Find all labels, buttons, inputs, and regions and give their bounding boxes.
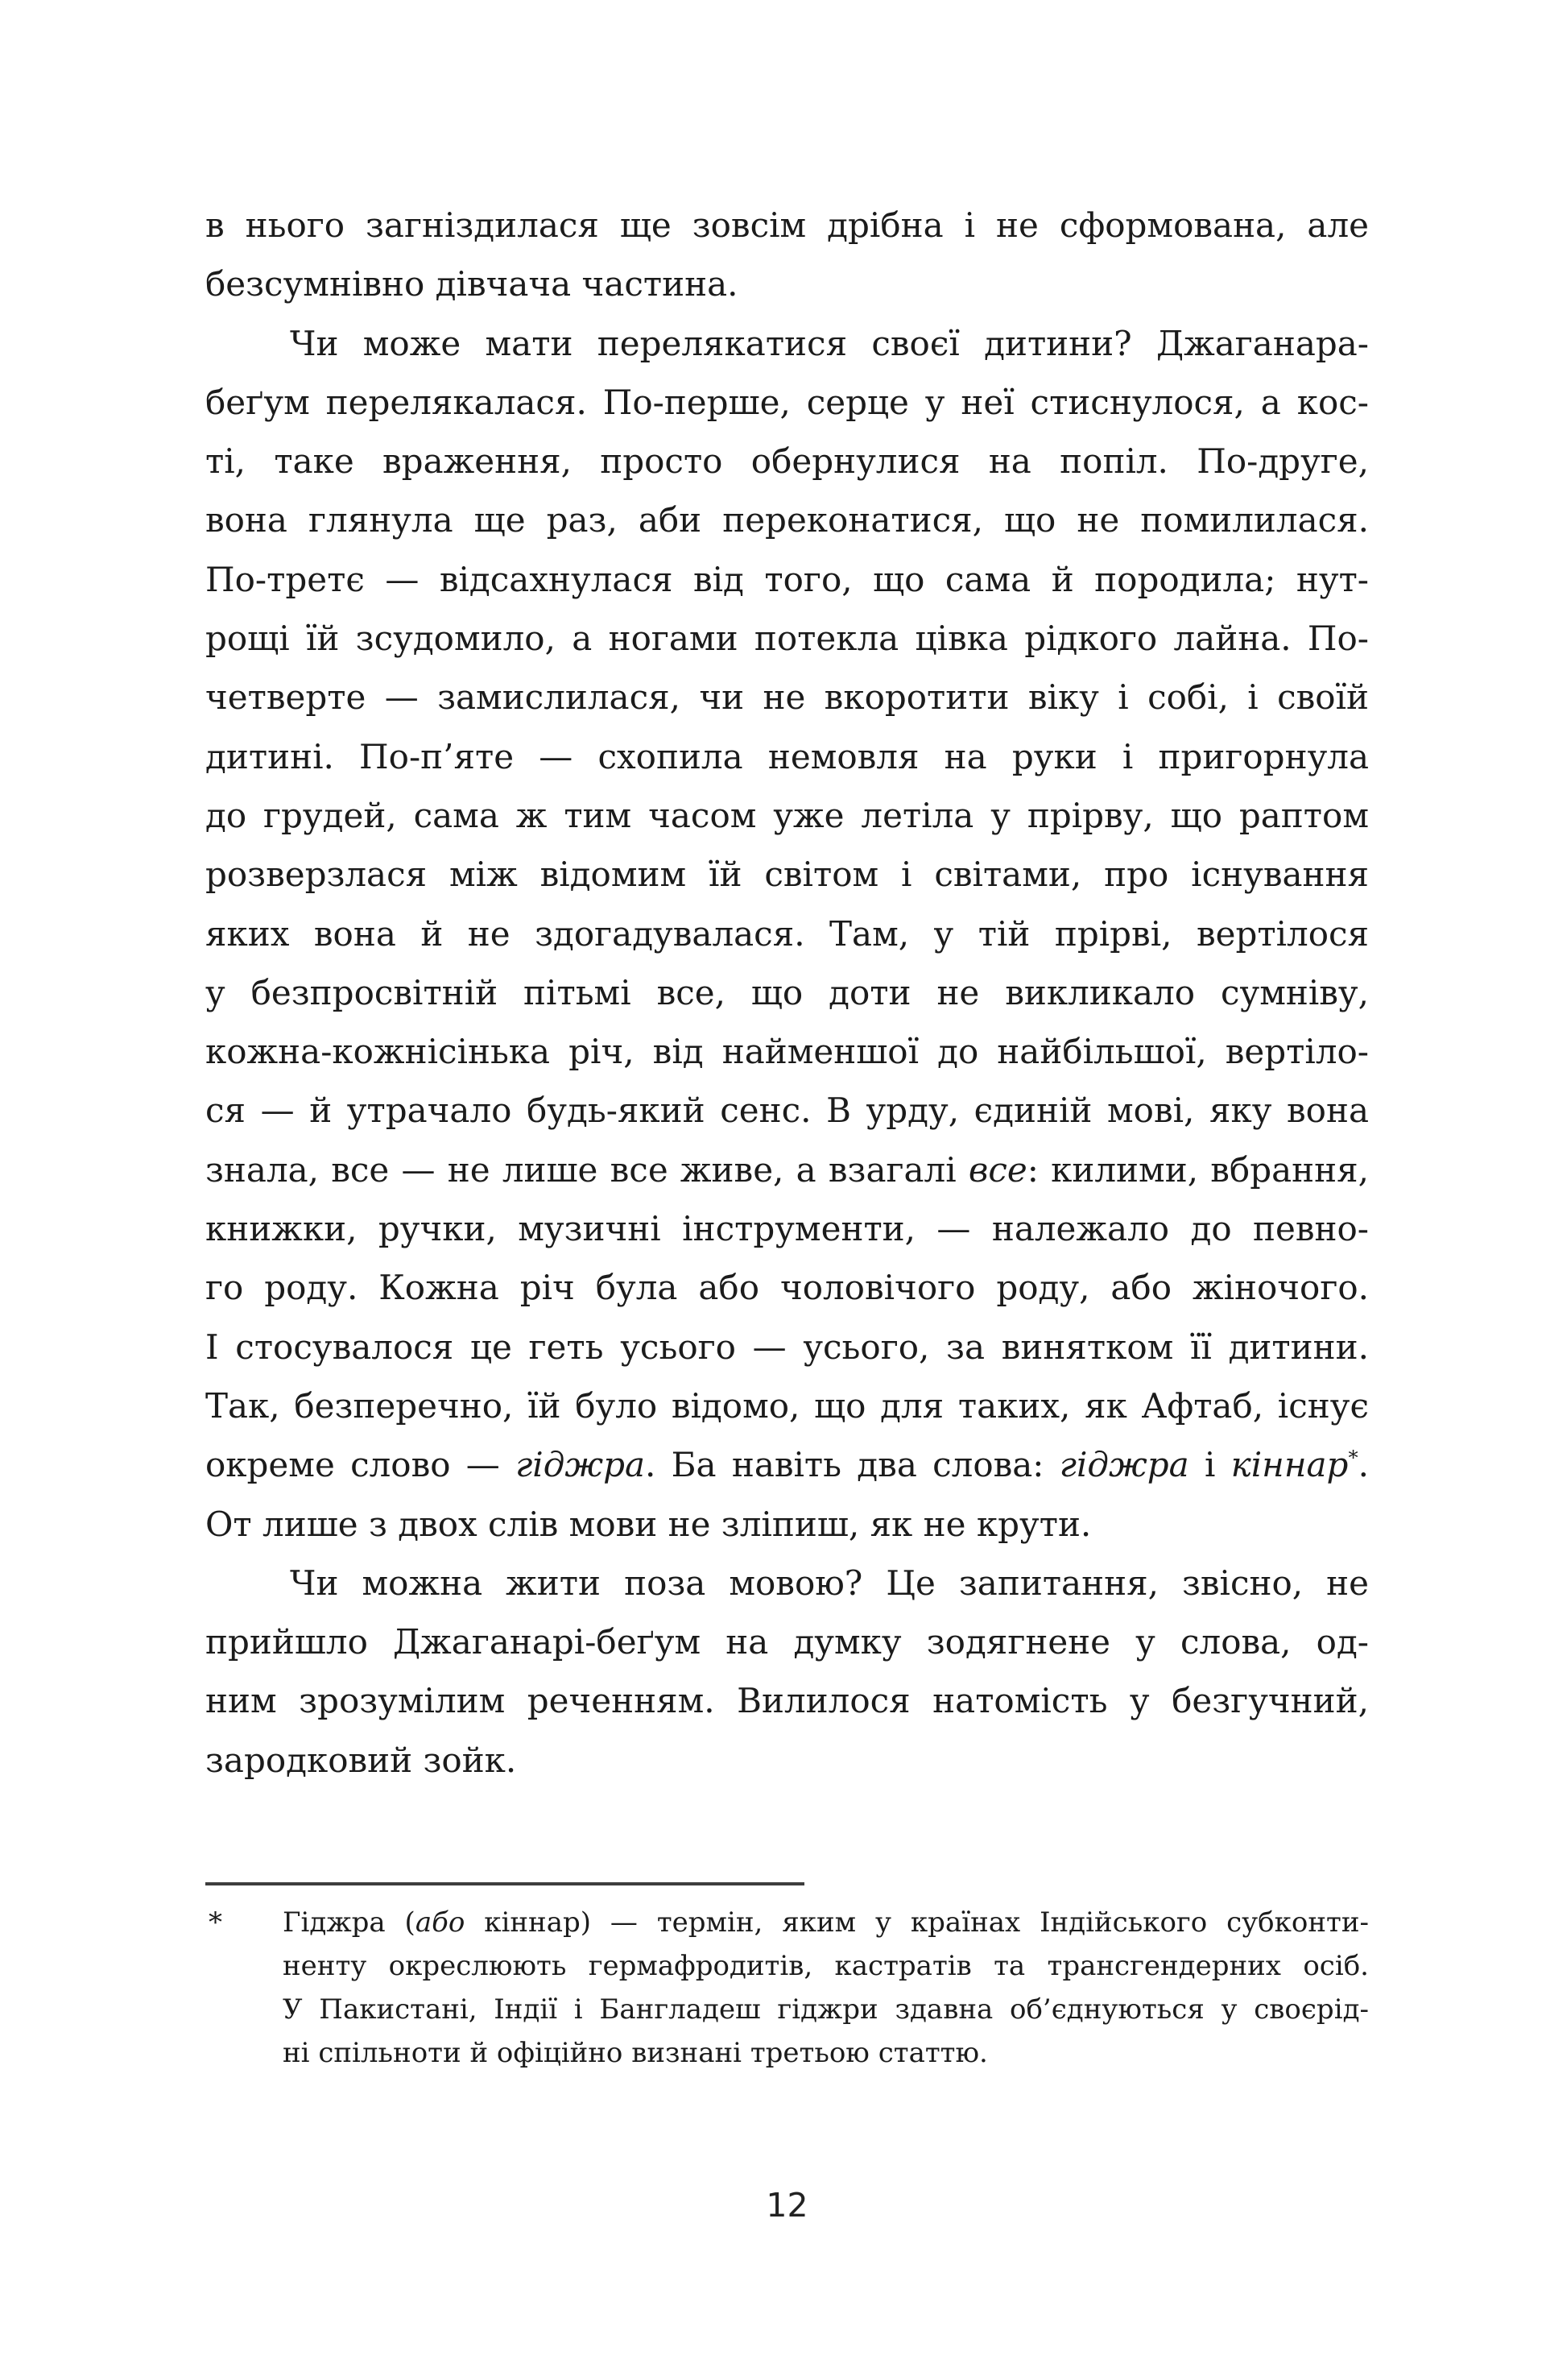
text-line [205,1199,1369,1258]
text-line [205,196,1369,255]
text-segment: . [1358,1445,1369,1485]
text-segment: і [1188,1445,1231,1485]
footnote-separator [205,1882,804,1885]
text-line [205,255,1369,313]
text-line [205,1376,1369,1435]
text-segment: гіджра [515,1445,646,1485]
text-segment: окреме слово — [205,1445,516,1485]
text-line [205,1731,1369,1790]
text-segment: Чи можна жити поза мовою? Це запитання, звісно, не [290,1563,1369,1603]
text-segment: . Ба навіть два слова: [645,1445,1060,1485]
text-segment: знала, все — не лише все живе, а взагалі [205,1149,969,1190]
page-number: 12 [766,2186,808,2225]
text-segment: зародковий зойк. [205,1740,517,1780]
text-line [205,727,1369,786]
text-segment: дитині. По-п’яте — схопила немовля на руки і пригорнула [205,736,1369,776]
text-segment: кіннар [1230,1445,1349,1485]
text-segment: кіннар) — термін, яким у країнах Індійського субконти- [465,1906,1369,1939]
text-segment: безсумнівно дівчача частина. [205,264,738,304]
text-line [283,1988,1369,2031]
text-line [205,1022,1369,1081]
footnote-text [283,1901,1369,2075]
text-line [205,904,1369,963]
text-line [205,1554,1369,1612]
text-line [205,963,1369,1022]
text-segment: беґум перелякалася. По-перше, серце у неї стиснулося, а кос- [205,382,1369,422]
text-line [205,1318,1369,1376]
text-line [205,609,1369,668]
text-line [205,1081,1369,1140]
text-line [205,373,1369,432]
text-line [205,490,1369,549]
text-line [205,1671,1369,1730]
text-line [283,2031,1369,2075]
text-segment: книжки, ручки, музичні інструменти, — належало до певно- [205,1209,1369,1249]
text-segment: гіджра [1059,1445,1189,1485]
text-segment: або [415,1906,465,1939]
text-segment: Так, безперечно, їй було відомо, що для таких, як Афтаб, існує [205,1385,1369,1426]
footnote-reference-asterisk: * [1348,1446,1358,1470]
text-segment: до грудей, сама ж тим часом уже летіла у прірву, що раптом [205,795,1369,835]
text-segment: Чи може мати перелякатися своєї дитини? Джаганара- [290,323,1369,363]
text-segment: розверзлася між відомим їй світом і світами, про існування [205,855,1369,895]
text-line [205,550,1369,609]
footnote [205,1901,1369,2075]
text-segment: І стосувалося це геть усього — усього, за винятком її дитини. [205,1327,1369,1367]
text-segment: ті, таке враження, просто обернулися на попіл. По-друге, [205,441,1369,482]
text-line [205,1258,1369,1317]
text-line [205,786,1369,845]
text-line [205,314,1369,373]
text-segment: ним зрозумілим реченням. Вилилося натомість у безгучний, [205,1681,1369,1721]
text-segment: вона глянула ще раз, аби переконатися, що не помилилася. [205,500,1369,540]
text-segment: ні спільноти й офіційно визнані третьою статтю. [283,2037,988,2069]
text-segment: в нього загніздилася ще зовсім дрібна і не сформована, але [205,205,1369,245]
text-segment: яких вона й не здогадувалася. Там, у тій прірві, вертілося [205,913,1369,954]
text-segment: четверте — замислилася, чи не вкоротити віку і собі, і своїй [205,677,1369,718]
text-line [205,1612,1369,1671]
text-line [205,432,1369,490]
text-segment: у безпросвітній пітьмі все, що доти не викликало сумніву, [205,972,1369,1012]
text-line [205,1140,1369,1199]
text-segment: : килими, вбрання, [1027,1149,1369,1190]
footnote-marker: * [209,1906,222,1939]
text-segment: кожна-кожнісінька річ, від найменшої до найбільшої, вертіло- [205,1032,1369,1072]
text-line [205,1495,1369,1554]
text-segment: ненту окреслюють гермафродитів, кастратів та трансгендерних осіб. [283,1950,1369,1982]
text-segment: рощі їй зсудомило, а ногами потекла цівка рідкого лайна. По- [205,619,1369,659]
text-segment: От лише з двох слів мови не зліпиш, як не крути. [205,1504,1092,1544]
text-segment: прийшло Джаганарі-беґум на думку зодягнене у слова, од- [205,1622,1369,1662]
text-segment: Гіджра ( [283,1906,415,1939]
text-segment: По-третє — відсахнулася від того, що сама й породила; нут- [205,559,1369,599]
text-line [283,1901,1369,1944]
text-line [283,1944,1369,1988]
page-body-text [205,196,1369,1790]
text-line [205,845,1369,904]
text-segment: ся — й утрачало будь-який сенс. В урду, єдиній мові, яку вона [205,1091,1369,1131]
text-segment: все [968,1149,1027,1190]
text-segment: У Пакистані, Індії і Бангладеш гіджри здавна об’єднуються у своєрід- [283,1993,1369,2026]
text-line [205,668,1369,726]
text-segment: го роду. Кожна річ була або чоловічого роду, або жіночого. [205,1268,1369,1308]
text-line [205,1435,1369,1494]
